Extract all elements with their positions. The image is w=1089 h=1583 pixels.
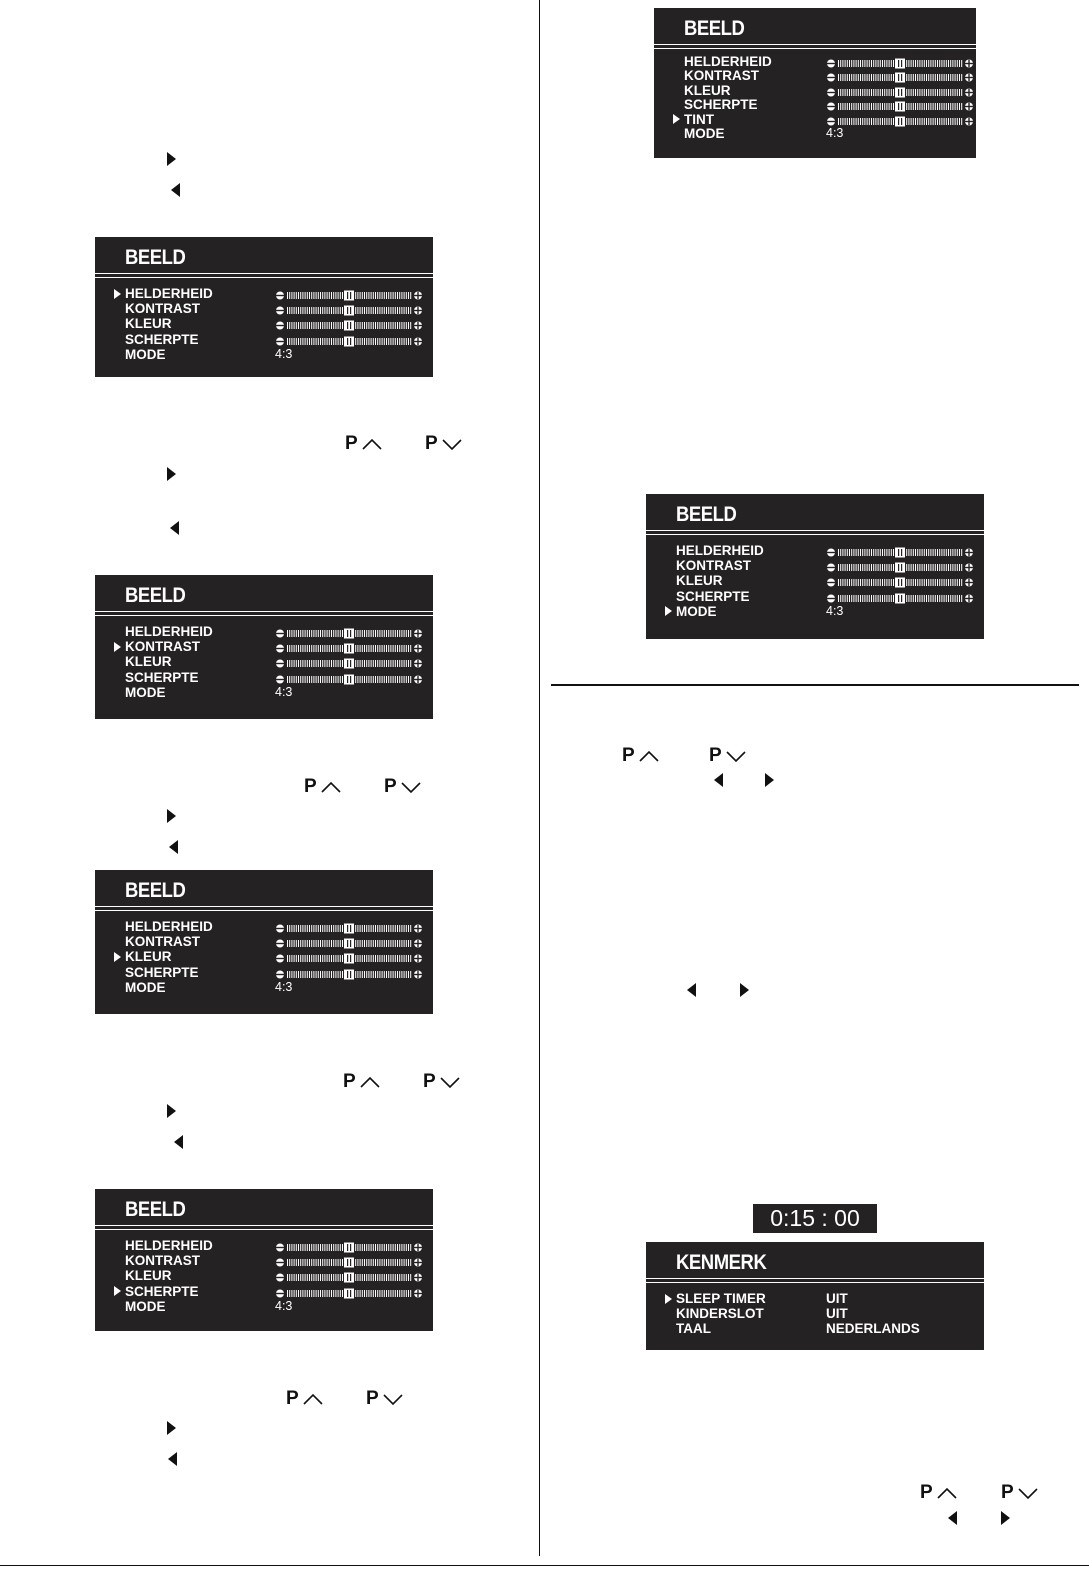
menu-item-mode[interactable]: MODE xyxy=(125,1298,166,1314)
menu-separator xyxy=(95,910,433,911)
beeld-menu-mode xyxy=(646,494,984,639)
menu-item-helderheid[interactable]: HELDERHEID xyxy=(684,54,772,69)
menu-slider-kleur[interactable] xyxy=(275,951,423,962)
menu-title: KENMERK xyxy=(676,1251,767,1274)
left-arrow-icon xyxy=(169,840,178,854)
left-arrow-icon xyxy=(948,1511,957,1525)
menu-slider-helderheid[interactable] xyxy=(826,545,974,556)
chevron-up-icon xyxy=(359,1075,381,1089)
chevron-down-icon xyxy=(382,1392,404,1406)
p-up-key: P xyxy=(304,777,342,797)
menu-value-sleep-timer: UIT xyxy=(826,1291,848,1306)
menu-item-helderheid[interactable]: HELDERHEID xyxy=(125,919,213,934)
menu-slider-scherpte[interactable] xyxy=(275,334,423,345)
selection-cursor-icon xyxy=(114,289,121,299)
left-arrow-icon xyxy=(171,183,180,197)
menu-title: BEELD xyxy=(676,503,737,526)
menu-item-helderheid[interactable]: HELDERHEID xyxy=(125,286,213,301)
left-arrow-icon xyxy=(714,773,723,787)
sleep-timer-display: 0:15 : 00 xyxy=(753,1204,877,1233)
menu-slider-kontrast[interactable] xyxy=(826,560,974,571)
selection-cursor-icon xyxy=(114,952,121,962)
menu-slider-scherpte[interactable] xyxy=(275,672,423,683)
menu-slider-helderheid[interactable] xyxy=(826,56,974,67)
p-up-key: P xyxy=(343,1072,381,1092)
menu-separator xyxy=(654,44,976,45)
menu-item-mode[interactable]: MODE xyxy=(125,346,166,362)
selection-cursor-icon xyxy=(114,642,121,652)
menu-slider-tint[interactable] xyxy=(826,114,974,125)
p-down-key: P xyxy=(384,777,422,797)
menu-slider-kontrast[interactable] xyxy=(275,1255,423,1266)
menu-item-mode[interactable]: MODE xyxy=(676,603,717,619)
menu-item-helderheid[interactable]: HELDERHEID xyxy=(125,624,213,639)
menu-slider-helderheid[interactable] xyxy=(275,288,423,299)
menu-slider-kontrast[interactable] xyxy=(275,303,423,314)
right-arrow-icon xyxy=(167,152,176,166)
menu-separator xyxy=(646,534,984,535)
p-down-key: P xyxy=(709,746,747,766)
menu-item-kontrast[interactable]: KONTRAST xyxy=(125,934,200,950)
menu-item-taal[interactable]: TAAL xyxy=(676,1321,711,1337)
menu-slider-scherpte[interactable] xyxy=(826,99,974,110)
menu-item-scherpte[interactable]: SCHERPTE xyxy=(125,1283,199,1299)
left-arrow-icon xyxy=(170,521,179,535)
menu-slider-kontrast[interactable] xyxy=(275,936,423,947)
menu-title: BEELD xyxy=(125,879,186,902)
menu-item-kleur[interactable]: KLEUR xyxy=(684,82,731,98)
left-arrow-icon xyxy=(174,1135,183,1149)
right-arrow-icon xyxy=(765,773,774,787)
menu-separator xyxy=(646,1282,984,1283)
mode-value: 4:3 xyxy=(826,126,844,140)
mode-value: 4:3 xyxy=(275,979,293,994)
menu-separator xyxy=(95,273,433,274)
chevron-up-icon xyxy=(638,749,660,763)
menu-separator xyxy=(654,48,976,49)
mode-value: 4:3 xyxy=(275,684,293,699)
chevron-down-icon xyxy=(441,437,463,451)
menu-slider-scherpte[interactable] xyxy=(275,967,423,978)
p-down-key: P xyxy=(366,1389,404,1409)
menu-item-kontrast[interactable]: KONTRAST xyxy=(676,558,751,574)
left-arrow-icon xyxy=(168,1452,177,1466)
menu-value-taal: NEDERLANDS xyxy=(826,1321,920,1337)
p-up-key: P xyxy=(286,1389,324,1409)
chevron-up-icon xyxy=(936,1486,958,1500)
chevron-up-icon xyxy=(302,1392,324,1406)
mode-value: 4:3 xyxy=(826,603,844,618)
menu-separator xyxy=(95,615,433,616)
right-arrow-icon xyxy=(167,1104,176,1118)
menu-slider-helderheid[interactable] xyxy=(275,921,423,932)
menu-slider-kleur[interactable] xyxy=(275,318,423,329)
beeld-menu-scherpte xyxy=(95,1189,433,1331)
menu-slider-kleur[interactable] xyxy=(826,85,974,96)
p-up-key: P xyxy=(622,746,660,766)
column-divider xyxy=(539,0,540,1556)
chevron-up-icon xyxy=(361,437,383,451)
chevron-down-icon xyxy=(725,749,747,763)
menu-item-kleur[interactable]: KLEUR xyxy=(676,573,723,589)
menu-item-mode[interactable]: MODE xyxy=(125,979,166,995)
menu-item-kinderslot[interactable]: KINDERSLOT xyxy=(676,1306,764,1322)
menu-slider-helderheid[interactable] xyxy=(275,626,423,637)
selection-cursor-icon xyxy=(665,1294,672,1304)
p-down-key: P xyxy=(425,434,463,454)
menu-separator xyxy=(95,1229,433,1230)
right-arrow-icon xyxy=(167,467,176,481)
menu-item-kontrast[interactable]: KONTRAST xyxy=(125,1253,200,1269)
menu-slider-kontrast[interactable] xyxy=(826,70,974,81)
mode-value: 4:3 xyxy=(275,1298,293,1313)
mode-value: 4:3 xyxy=(275,346,293,361)
menu-slider-kleur[interactable] xyxy=(275,1270,423,1281)
menu-slider-scherpte[interactable] xyxy=(275,1286,423,1297)
beeld-menu-tint xyxy=(654,8,976,158)
chevron-down-icon xyxy=(400,780,422,794)
p-up-key: P xyxy=(920,1483,958,1503)
menu-slider-kleur[interactable] xyxy=(275,656,423,667)
menu-item-kleur[interactable]: KLEUR xyxy=(125,949,172,965)
menu-item-scherpte[interactable]: SCHERPTE xyxy=(125,964,199,980)
kenmerk-menu xyxy=(646,1242,984,1350)
menu-value-kinderslot: UIT xyxy=(826,1306,848,1322)
p-down-key: P xyxy=(1001,1483,1039,1503)
menu-item-kleur[interactable]: KLEUR xyxy=(125,316,172,332)
chevron-up-icon xyxy=(320,780,342,794)
beeld-menu-helderheid xyxy=(95,237,433,377)
menu-separator xyxy=(646,1278,984,1279)
menu-separator xyxy=(95,906,433,907)
menu-item-kleur[interactable]: KLEUR xyxy=(125,1268,172,1284)
selection-cursor-icon xyxy=(673,114,680,124)
menu-item-mode[interactable]: MODE xyxy=(125,684,166,700)
menu-item-kleur[interactable]: KLEUR xyxy=(125,654,172,670)
menu-item-kontrast[interactable]: KONTRAST xyxy=(125,639,200,655)
beeld-menu-kleur xyxy=(95,870,433,1014)
menu-separator xyxy=(95,277,433,278)
right-arrow-icon xyxy=(167,809,176,823)
right-arrow-icon xyxy=(740,983,749,997)
menu-slider-kontrast[interactable] xyxy=(275,641,423,652)
menu-item-mode[interactable]: MODE xyxy=(684,126,725,141)
menu-slider-kleur[interactable] xyxy=(826,575,974,586)
menu-separator xyxy=(95,1225,433,1226)
menu-item-scherpte[interactable]: SCHERPTE xyxy=(125,331,199,347)
menu-title: BEELD xyxy=(125,246,186,269)
menu-title: BEELD xyxy=(684,17,745,40)
menu-item-scherpte[interactable]: SCHERPTE xyxy=(676,588,750,604)
right-arrow-icon xyxy=(167,1421,176,1435)
chevron-down-icon xyxy=(439,1075,461,1089)
left-arrow-icon xyxy=(687,983,696,997)
menu-item-helderheid[interactable]: HELDERHEID xyxy=(125,1238,213,1253)
p-down-key: P xyxy=(423,1072,461,1092)
menu-slider-scherpte[interactable] xyxy=(826,591,974,602)
menu-title: BEELD xyxy=(125,1198,186,1221)
selection-cursor-icon xyxy=(665,606,672,616)
menu-item-kontrast[interactable]: KONTRAST xyxy=(125,301,200,317)
menu-item-scherpte[interactable]: SCHERPTE xyxy=(684,97,758,113)
menu-item-kontrast[interactable]: KONTRAST xyxy=(684,68,759,84)
menu-item-tint[interactable]: TINT xyxy=(684,111,714,127)
menu-separator xyxy=(646,530,984,531)
p-up-key: P xyxy=(345,434,383,454)
beeld-menu-kontrast xyxy=(95,575,433,719)
footer-rule xyxy=(0,1565,1089,1566)
menu-slider-helderheid[interactable] xyxy=(275,1240,423,1251)
section-divider xyxy=(551,684,1079,686)
menu-separator xyxy=(95,611,433,612)
selection-cursor-icon xyxy=(114,1286,121,1296)
menu-item-helderheid[interactable]: HELDERHEID xyxy=(676,543,764,558)
menu-item-scherpte[interactable]: SCHERPTE xyxy=(125,669,199,685)
menu-item-sleep-timer[interactable]: SLEEP TIMER xyxy=(676,1291,766,1306)
menu-title: BEELD xyxy=(125,584,186,607)
chevron-down-icon xyxy=(1017,1486,1039,1500)
right-arrow-icon xyxy=(1001,1511,1010,1525)
